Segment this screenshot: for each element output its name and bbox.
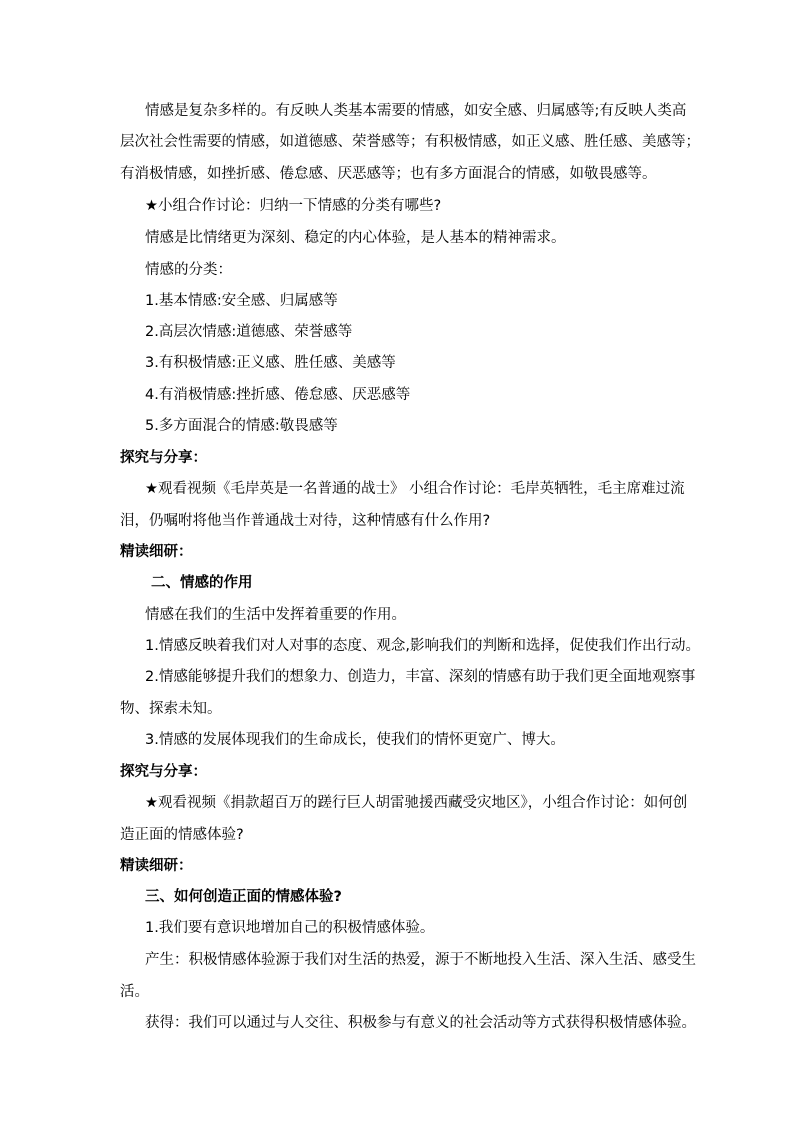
classification-item: 5.多方面混合的情感:敬畏感等 <box>145 418 338 434</box>
function-item: 1.情感反映着我们对人对事的态度、观念,影响我们的判断和选择，促使我们作出行动。 <box>145 638 700 654</box>
definition-text: 情感是比情绪更为深刻、稳定的内心体验，是人基本的精神需求。 <box>145 230 566 246</box>
classification-item: 2.高层次情感:道德感、荣誉感等 <box>145 324 353 340</box>
obtain-text: 获得：我们可以通过与人交往、积极参与有意义的社会活动等方式获得积极情感体验。 <box>145 1015 696 1031</box>
section-intro: 情感在我们的生活中发挥着重要的作用。 <box>145 607 406 623</box>
classification-heading: 情感的分类： <box>145 262 232 278</box>
study-heading: 精读细研： <box>120 544 193 560</box>
classification-item: 1.基本情感:安全感、归属感等 <box>145 293 338 309</box>
intro-line-2: 层次社会性需要的情感，如道德感、荣誉感等；有积极情感，如正义感、胜任感、美感等； <box>120 134 700 150</box>
explore-text-line-1: ★观看视频《毛岸英是一名普通的战士》 小组合作讨论：毛岸英牺牲，毛主席难过流 <box>145 481 685 497</box>
function-item: 3.情感的发展体现我们的生命成长，使我们的情怀更宽广、博大。 <box>145 732 565 748</box>
intro-line-3: 有消极情感，如挫折感、倦怠感、厌恶感等；也有多方面混合的情感，如敬畏感等。 <box>120 166 657 182</box>
explore-text-line-2: 泪，仍嘱咐将他当作普通战士对待，这种情感有什么作用? <box>120 513 491 529</box>
discussion-prompt: ★小组合作讨论：归纳一下情感的分类有哪些? <box>145 198 442 214</box>
classification-item: 3.有积极情感:正义感、胜任感、美感等 <box>145 355 396 371</box>
section-title: 三、如何创造正面的情感体验? <box>145 889 342 905</box>
explore-text-line-2: 造正面的情感体验? <box>120 827 244 843</box>
section-title: 二、情感的作用 <box>151 575 253 591</box>
produce-line-1: 产生：积极情感体验源于我们对生活的热爱，源于不断地投入生活、深入生活、感受生 <box>145 952 696 968</box>
study-heading: 精读细研： <box>120 858 193 874</box>
classification-item: 4.有消极情感:挫折感、倦怠感、厌恶感等 <box>145 387 411 403</box>
produce-line-2: 活。 <box>120 984 149 1000</box>
explore-heading: 探究与分享： <box>120 764 207 780</box>
function-item-continued: 物、探索未知。 <box>120 701 222 717</box>
explore-text-line-1: ★观看视频《捐款超百万的蹉行巨人胡雷驰援西藏受灾地区》，小组合作讨论：如何创 <box>145 795 688 811</box>
explore-heading: 探究与分享： <box>120 450 207 466</box>
section-point: 1.我们要有意识地增加自己的积极情感体验。 <box>145 920 435 936</box>
intro-line-1: 情感是复杂多样的。有反映人类基本需要的情感，如安全感、归属感等;有反映人类高 <box>145 103 687 119</box>
function-item: 2.情感能够提升我们的想象力、创造力，丰富、深刻的情感有助于我们更全面地观察事 <box>145 669 696 685</box>
